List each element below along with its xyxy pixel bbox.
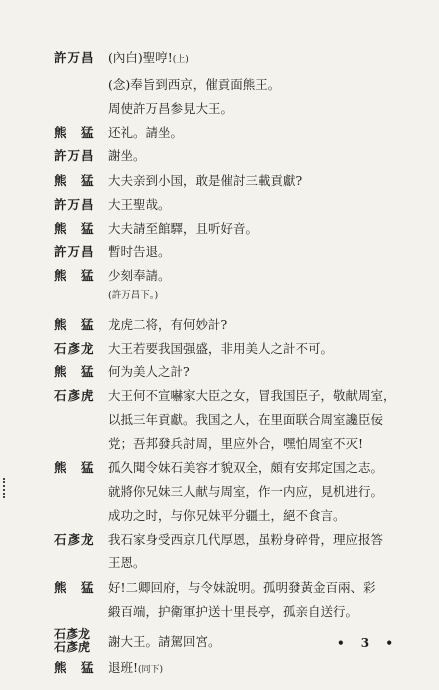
dialogue-text: 周使許万昌参見大王。	[108, 101, 234, 116]
speaker-name: 熊 猛	[54, 460, 95, 475]
speaker-name: 石彥虎	[54, 388, 95, 403]
dialogue-text: 龙虎二将，有何妙計?	[108, 317, 228, 332]
dialogue-text: 退班!(同下)	[108, 660, 164, 675]
dialogue-line	[0, 48, 439, 68]
dialogue-text: (內白)聖哼!(上)	[108, 50, 189, 65]
stage-note: (同下)	[138, 665, 164, 675]
speaker-name: 石彥虎	[54, 640, 91, 654]
dialogue-line	[0, 410, 439, 430]
stage-exit: (許万昌下。)	[108, 290, 159, 301]
dialogue-text: 还礼。請坐。	[108, 125, 184, 140]
dialogue-text: 党；吾邦發兵討周，里应外合，嘿怕周室不灭!	[108, 436, 364, 451]
dialogue-line	[0, 482, 439, 502]
dialogue-text: 大王若要我国强盛，非用美人之計不可。	[108, 341, 334, 356]
stage-note: (上)	[172, 55, 189, 65]
speaker-name: 石彥龙	[54, 341, 95, 356]
dialogue-line	[0, 434, 439, 454]
speaker-name: 石彥龙	[54, 532, 95, 547]
dialogue-text: 以抵三年貢獻。我国之人，在里面联合周室讒臣佞	[108, 412, 384, 427]
dialogue-text: 大夫請至館驛，且听好音。	[108, 221, 259, 236]
dialogue-line	[0, 242, 439, 262]
dialogue-line	[0, 195, 439, 215]
dialogue-text: 大王聖哉。	[108, 197, 171, 212]
dialogue-text: 謝坐。	[108, 148, 146, 163]
page-number: • 3 •	[336, 636, 399, 650]
dialogue-line	[0, 458, 439, 478]
dialogue-line	[0, 339, 439, 359]
dialogue-text: (念)奉旨到西京，催貢面熊王。	[108, 77, 281, 92]
joint-speakers	[54, 628, 102, 654]
dialogue-line	[0, 171, 439, 191]
dialogue-text: 我石家身受西京几代厚恩，虽粉身碎骨，理应报答	[108, 532, 384, 547]
speaker-name: 許万昌	[54, 197, 95, 212]
speaker-name: 熊 猛	[54, 580, 95, 595]
dialogue-text: 少刻奉請。	[108, 268, 171, 283]
dialogue-text: 王恩。	[108, 555, 146, 570]
dialogue-text: 成功之时，与你兄妹平分疆土，絕不食言。	[108, 508, 346, 523]
dialogue-line	[0, 578, 439, 598]
speaker-name: 熊 猛	[54, 317, 95, 332]
speaker-name: 熊 猛	[54, 221, 95, 236]
dialogue-line	[0, 75, 439, 95]
dialogue-line	[0, 362, 439, 382]
stage-direction	[0, 286, 439, 306]
dialogue-line	[0, 219, 439, 239]
dialogue-text: 孤久聞令妹石美容才貌双全，頗有安邦定国之志。	[108, 460, 384, 475]
speaker-name: 許万昌	[54, 50, 95, 65]
dialogue-line	[0, 602, 439, 622]
dialogue-text: 何为美人之計?	[108, 364, 190, 379]
speaker-name: 許万昌	[54, 244, 95, 259]
dialogue-line	[0, 146, 439, 166]
dialogue-line	[0, 266, 439, 286]
speaker-name: 熊 猛	[54, 125, 95, 140]
margin-mark	[3, 478, 9, 498]
dialogue-line	[0, 553, 439, 573]
dialogue-text: 緞百端，护衛軍护送十里長亭，孤亲自送行。	[108, 604, 359, 619]
dialogue-text: 好!二卿回府，与令妹說明。孤明發黃金百兩、彩	[108, 580, 376, 595]
dialogue-text: 大王何不宣嚇家大臣之女，冒我国臣子，敬献周室，	[108, 388, 396, 403]
dialogue-line	[0, 658, 439, 678]
dialogue-text: 大夫亲到小国，敢是催討三載貢獻?	[108, 173, 303, 188]
dialogue-line	[0, 386, 439, 406]
speaker-name: 石彥龙	[54, 627, 91, 641]
speaker-name: 熊 猛	[54, 660, 95, 675]
dialogue-line	[0, 506, 439, 526]
dialogue-text: 暫时告退。	[108, 244, 171, 259]
dialogue-text: 就將你兄妹三人献与周室，作一内应，見机进行。	[108, 484, 384, 499]
dialogue-text: 謝大王。請駕回宮。	[108, 634, 221, 649]
dialogue-line	[0, 123, 439, 143]
dialogue-line	[0, 315, 439, 335]
speaker-name: 熊 猛	[54, 173, 95, 188]
speaker-name: 許万昌	[54, 148, 95, 163]
speaker-name: 熊 猛	[54, 364, 95, 379]
speaker-name: 熊 猛	[54, 268, 95, 283]
dialogue-line	[0, 99, 439, 119]
dialogue-line	[0, 530, 439, 550]
